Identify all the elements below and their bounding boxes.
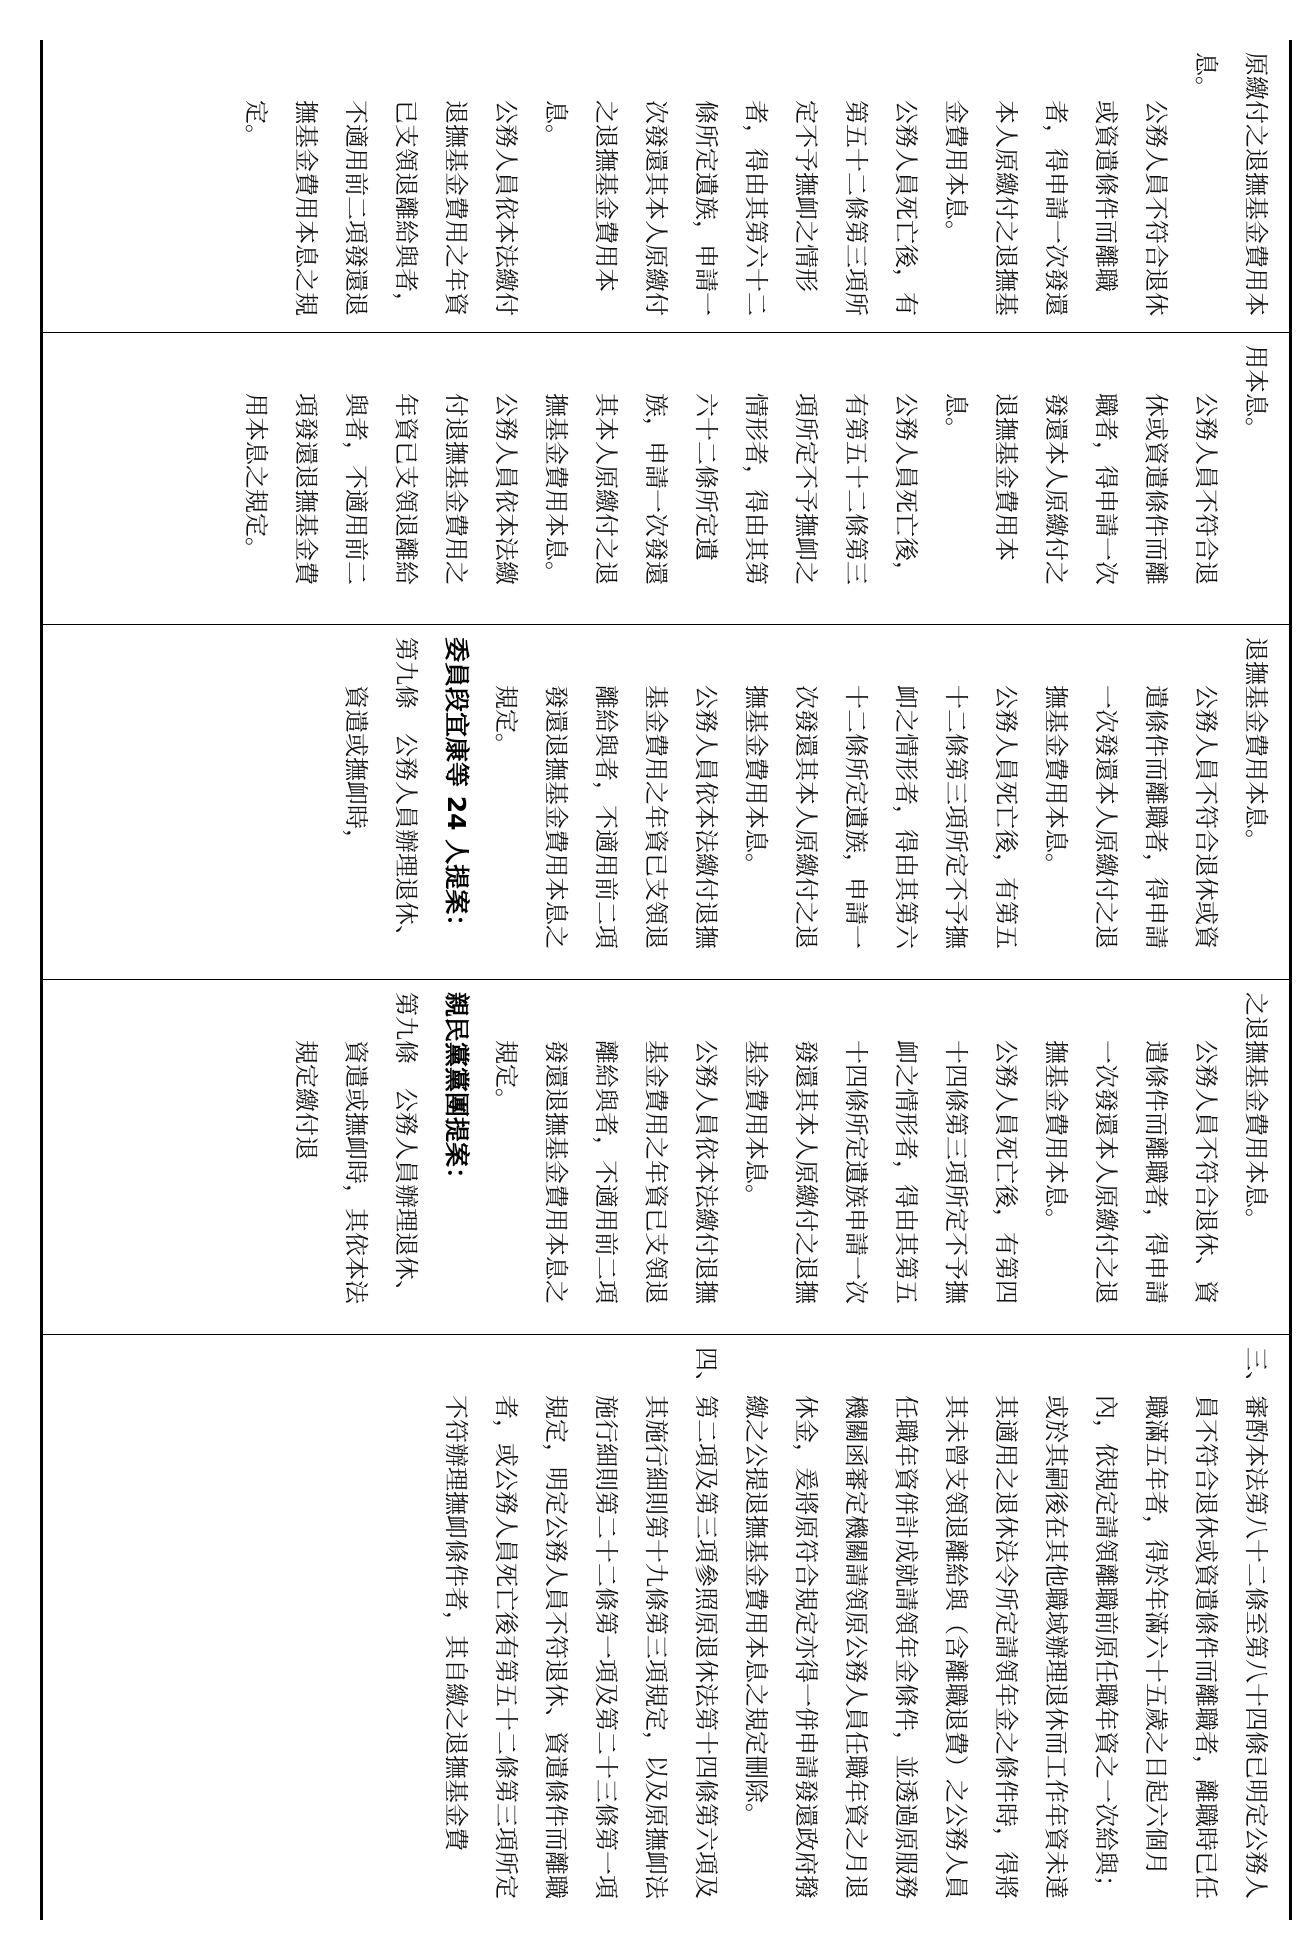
paragraph: 退撫基金費用本息。 [1242,637,1270,853]
table-column [43,624,1289,979]
paragraph: 公務人員依本法繳付退撫基金費用之年資已支領退離給與者，不適用前二項發還退撫基金費用本息之規定。 [492,1040,720,1304]
paragraph: 公務人員不符合退休或資遣條件而離職者，得申請一次發還本人原繳付之退撫基金費用本息。 [942,100,1170,316]
paragraph: 原繳付之退撫基金費用本息。 [1192,52,1270,316]
paragraph: 公務人員死亡後，有第五十二條第三項所定不予撫卹之情形者，得由其第六十二條所定遺族，申請一次發還其本人原繳付之退撫基金費用本息。 [542,393,920,585]
paragraph: 公務人員死亡後，有第五十二條第三項所定不予撫卹之情形者，得由其第六十二條所定遺族，申請一次發還其本人原繳付之退撫基金費用本息。 [742,685,1020,949]
paragraph: 公務人員不符合退休、資遣條件而離職者，得申請一次發還本人原繳付之退撫基金費用本息。 [1042,1040,1220,1304]
paragraph: 公務人員死亡後，有第五十二條第三項所定不予撫卹之情形者，得由其第六十二條所定遺族，申請一次發還其本人原繳付之退撫基金費用本息。 [542,100,920,316]
paragraph: 公務人員不符合退休或資遣條件而離職者，得申請一次發還本人原繳付之退撫基金費用本息。 [942,393,1220,585]
paragraph: 公務人員依本法繳付退撫基金費用之年資已支領退離給與者，不適用前二項發還退撫基金費用本息之規定。 [492,685,720,949]
paragraph: 公務人員依本法繳付退撫基金費用之年資已支領退離給與者，不適用前二項發還退撫基金費用本息之規定。 [242,100,520,316]
article-text: 第九條 公務人員辦理退休、資遣或撫卹時， [342,637,420,949]
explanation-column [43,1334,1289,1920]
paragraph: 用本息。 [1242,345,1270,441]
table-column [43,979,1289,1334]
proposal-heading: 親民黨黨團提案： [442,992,471,1193]
paragraph: 之退撫基金費用本息。 [1242,992,1270,1232]
paragraph: 公務人員死亡後，有第四十四條第三項所定不予撫卹之情形者，得由其第五十四條所定遺族申請一次發還其本人原繳付之退撫基金費用本息。 [742,1040,1020,1304]
proposal-heading: 委員段宜康等 24 人提案： [442,637,471,940]
explanation-item: 四、第二項及第三項參照原退休法第十四條第六項及其施行細則第十九條第三項規定，以及原撫卹法施行細則第二十二條第一項及第二十三條第一項規定，明定公務人員不符退休、資遣條件而離職者，或公務人員死亡後有第五十二條第三項所定不符辦理撫卹條件者，其自繳之退撫基金費 [442,1347,720,1899]
table-column [43,40,1289,332]
table-column [43,332,1289,624]
explanation-item: 三、審酌本法第八十二條至第八十四條已明定公務人員不符合退休或資遣條件而離職者，離職時已任職滿五年者，得於年滿六十五歲之日起六個月內，依規定請領離職前原任職年資之一次給與；或於其嗣後在其他職域辦理退休而工作年資未達其適用之退休法令所定請領年金之條件時，得將其未曾支領退離給與（含離職退費）之公務人員任職年資併計成就請領年金條件，並透過原服務機關函審定機關請領原公務人員任職年資之月退休金，爰將原符合規定亦得一併申請發還政府撥繳之公提退撫基金費用本息之規定刪除。 [742,1347,1270,1899]
paragraph: 公務人員不符合退休或資遣條件而離職者，得申請一次發還本人原繳付之退撫基金費用本息。 [1042,685,1220,949]
paragraph: 公務人員依本法繳付退撫基金費用之年資已支領退離給與者，不適用前二項發還退撫基金費用本息之規定。 [242,393,520,585]
comparison-table [40,40,1292,1920]
article-text: 第九條 公務人員辦理退休、資遣或撫卹時，其依本法規定繳付退 [292,992,420,1304]
